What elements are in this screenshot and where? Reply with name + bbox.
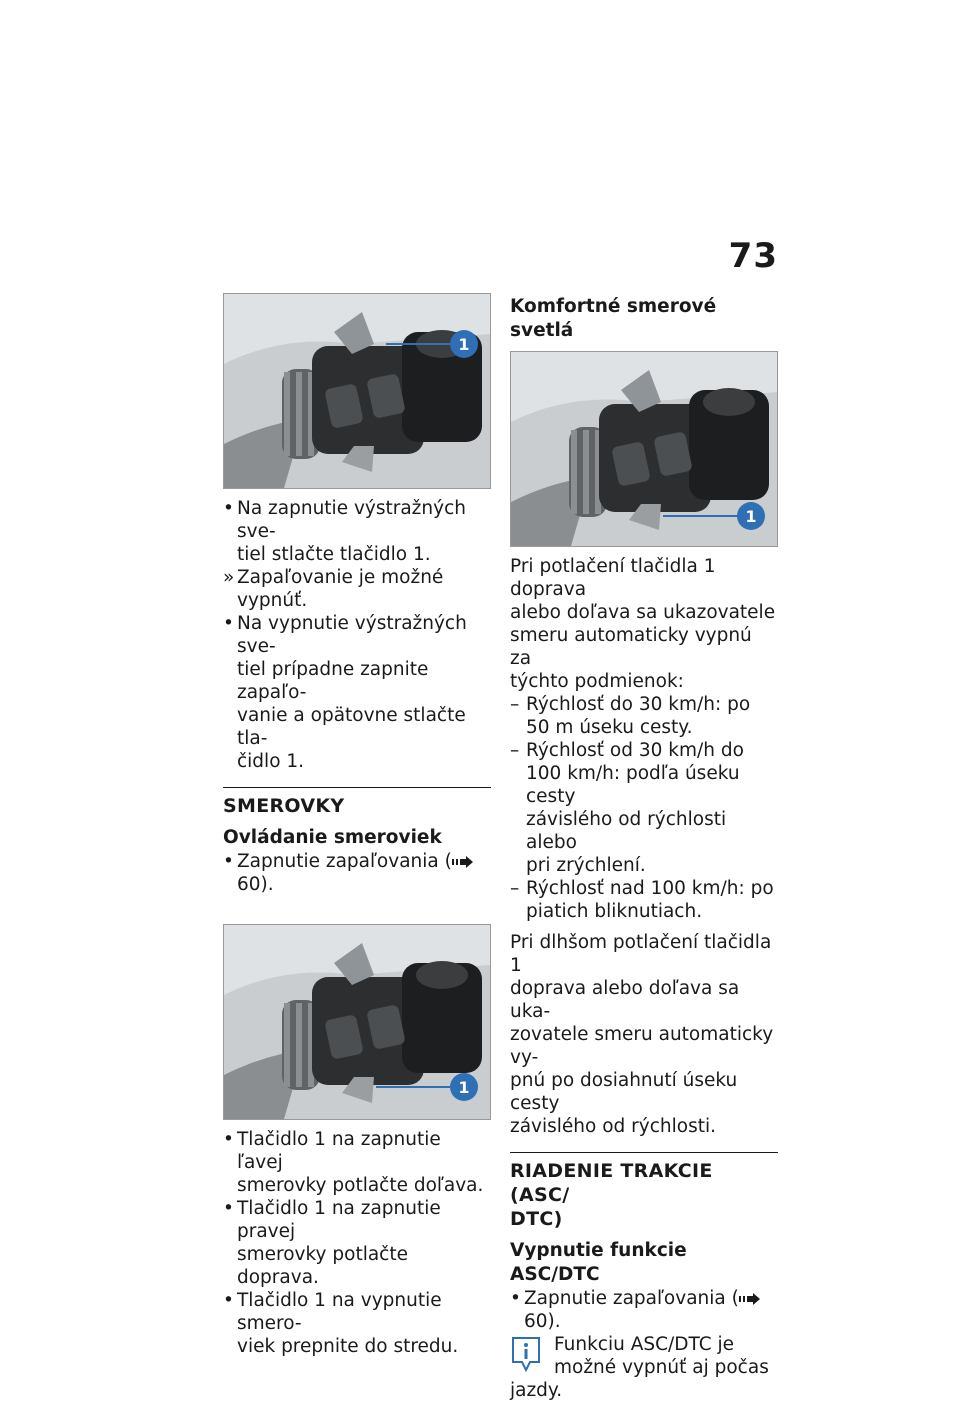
ignition-item: • Zapnutie zapaľovania (60). (223, 850, 491, 896)
section-title: SMEROVKY (223, 787, 491, 818)
turn-signal-list (223, 1128, 491, 1358)
subheading: Ovládanie smeroviek (223, 827, 442, 848)
page-reference-arrow-icon (452, 856, 474, 868)
list-item: • Tlačidlo 1 na vypnutie smero- viek prepnite do stredu. (223, 1290, 459, 1357)
subheading: Komfortné smerové svetlá (510, 296, 717, 341)
handlebar-photo-turn-signal (223, 924, 491, 1120)
list-item: – Rýchlosť od 30 km/h do 100 km/h: podľa úseku cesty závislého od rýchlosti alebo pri zrýchlení. (510, 740, 744, 876)
page-number: 73 (728, 236, 778, 276)
left-column (223, 293, 491, 1358)
callout-label: 1 (745, 507, 757, 526)
condition-list (510, 693, 778, 923)
list-item: • Tlačidlo 1 na zapnutie ľavej smerovky potlačte doľava. (223, 1129, 484, 1196)
list-item: • Na vypnutie výstražných sve- tiel prípadne zapnite zapaľo- vanie a opätovne stlačte tla- čidlo 1. (223, 613, 467, 772)
paragraph: Pri dlhšom potlačení tlačidla 1 doprava alebo doľava sa uka- zovatele smeru automaticky vy- pnú po dosiahnutí úseku cesty závislého od rýchlosti. (510, 932, 774, 1137)
hazard-list (223, 497, 491, 773)
callout-label: 1 (458, 335, 470, 354)
handlebar-photo-hazard (223, 293, 491, 489)
callout-label: 1 (458, 1078, 470, 1097)
handlebar-photo-comfort-signal (510, 351, 778, 547)
subheading: Vypnutie funkcie ASC/DTC (510, 1240, 687, 1285)
ignition-item: • Zapnutie zapaľovania (60). (510, 1287, 778, 1333)
list-item: – Rýchlosť nad 100 km/h: po piatich bliknutiach. (510, 878, 774, 922)
list-item: • Tlačidlo 1 na zapnutie pravej smerovky potlačte doprava. (223, 1198, 441, 1288)
info-icon (510, 1335, 542, 1373)
list-item: – Rýchlosť do 30 km/h: po 50 m úseku cesty. (510, 694, 751, 738)
list-item: • Na zapnutie výstražných sve- tiel stlačte tlačidlo 1. (223, 498, 466, 565)
section-title: RIADENIE TRAKCIE (ASC/ DTC) (510, 1152, 778, 1231)
page-reference-arrow-icon (739, 1293, 761, 1305)
paragraph: Pri potlačení tlačidla 1 doprava alebo doľava sa ukazovatele smeru automaticky vypnú za týchto podmienok: (510, 556, 776, 692)
right-column (510, 293, 778, 1402)
list-item: » Zapaľovanie je možné vypnúť. (223, 567, 444, 611)
info-note: Funkciu ASC/DTC je možné vypnúť aj počas jazdy. (510, 1334, 769, 1401)
